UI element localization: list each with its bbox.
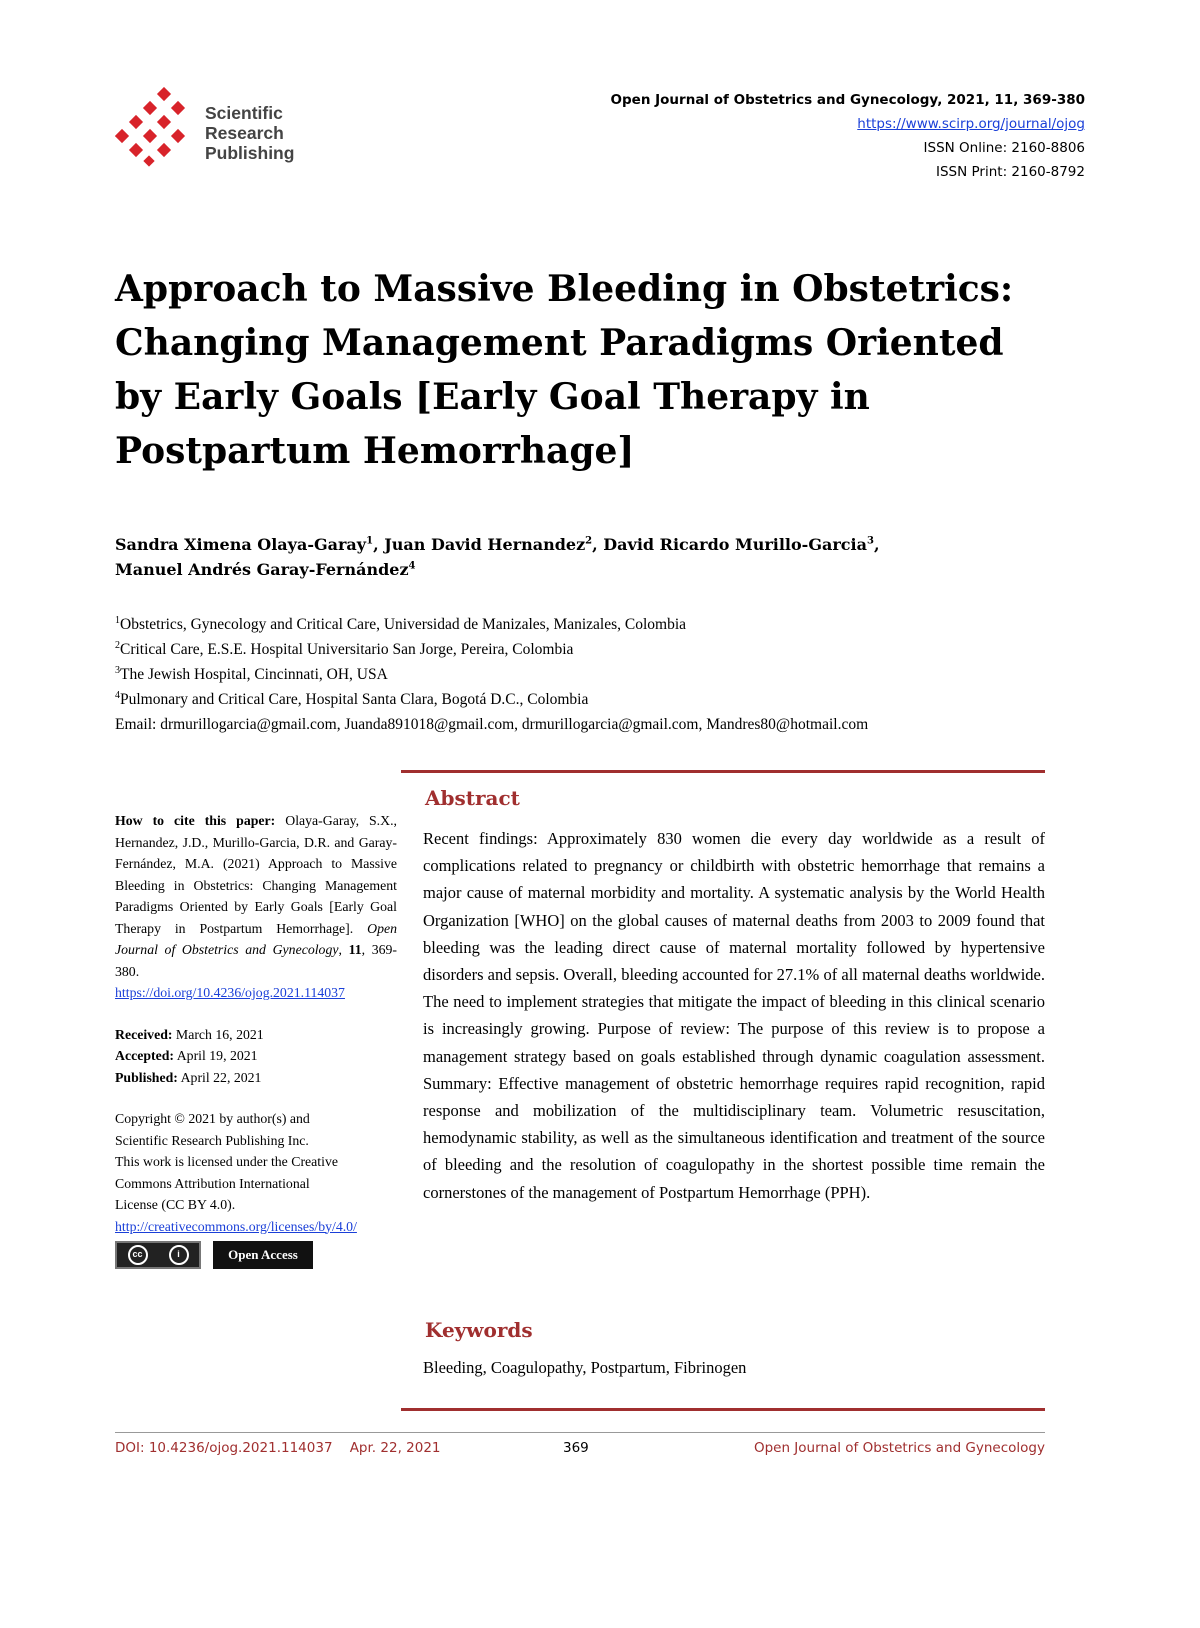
- publisher-name: [205, 103, 294, 163]
- affiliations: [115, 612, 1075, 737]
- cc-by-badge[interactable]: [115, 1241, 201, 1269]
- page-footer: [115, 1440, 1045, 1456]
- journal-citation: Open Journal of Obstetrics and Gynecology, 2021, 11, 369-380: [610, 92, 1085, 108]
- received-date: March 16, 2021: [175, 1026, 264, 1042]
- citation-block: How to cite this paper: Olaya-Garay, S.X., Hernandez, J.D., Murillo-Garcia, D.R. and Garay-Fernández, M.A. (2021) Approach to Massive Bleeding in Obstetrics: Changing Management Paradigms Oriented by Early Goals [Early Goal Therapy in Postpartum Hemorrhage]. Open Journal of Obstetrics and Gynecology, 11, 369-380. https://doi.org/10.4236/ojog.2021.114037: [115, 813, 397, 1000]
- journal-url-link[interactable]: https://www.scirp.org/journal/ojog: [857, 116, 1085, 132]
- affiliation: [115, 687, 1075, 712]
- abstract-heading: Abstract: [425, 786, 520, 810]
- citation-journal: Open Journal of Obstetrics and Gynecology: [115, 920, 397, 957]
- publisher-logo: [115, 85, 305, 175]
- author-affil-sup: 3: [866, 535, 874, 547]
- citation-pages: , 369-380.: [115, 942, 397, 979]
- affiliation: [115, 612, 1075, 637]
- citation-volume: 11: [348, 942, 362, 957]
- attribution-icon: i: [169, 1245, 189, 1265]
- keywords-text: Bleeding, Coagulopathy, Postpartum, Fibrinogen: [423, 1358, 747, 1377]
- footer-journal: Open Journal of Obstetrics and Gynecology: [753, 1440, 1045, 1456]
- logo-line-2: Research: [205, 123, 284, 143]
- abstract-top-rule: [401, 770, 1045, 773]
- citation-label: How to cite this paper:: [115, 813, 276, 828]
- license-link[interactable]: http://creativecommons.org/licenses/by/4.0/: [115, 1218, 357, 1234]
- affil-sup: 2: [115, 639, 120, 651]
- published-date: April 22, 2021: [180, 1069, 262, 1085]
- abstract-bottom-rule: [401, 1408, 1045, 1411]
- published-label: Published:: [115, 1069, 178, 1085]
- copyright-line: This work is licensed under the Creative: [115, 1154, 338, 1169]
- author-affil-sup: 4: [408, 560, 416, 572]
- affil-text: Critical Care, E.S.E. Hospital Universitario San Jorge, Pereira, Colombia: [120, 641, 574, 658]
- affiliation: [115, 637, 1075, 662]
- page-number: 369: [563, 1440, 589, 1456]
- dates-block: [115, 1024, 397, 1089]
- footer-doi-date: DOI: 10.4236/ojog.2021.114037 Apr. 22, 2021: [115, 1440, 441, 1456]
- affil-text: The Jewish Hospital, Cincinnati, OH, USA: [120, 666, 388, 683]
- affil-sup: 4: [115, 689, 120, 701]
- scirp-diamond-icon: [115, 87, 195, 167]
- keywords-heading: Keywords: [425, 1318, 533, 1342]
- logo-line-3: Publishing: [205, 143, 295, 163]
- author-name: Manuel Andrés Garay-Fernández: [115, 560, 409, 579]
- issn-online: ISSN Online: 2160-8806: [923, 140, 1085, 156]
- sidebar-column: [115, 810, 397, 1269]
- received-label: Received:: [115, 1026, 173, 1042]
- affil-text: Pulmonary and Critical Care, Hospital Santa Clara, Bogotá D.C., Colombia: [120, 691, 589, 708]
- paper-title: [115, 262, 1075, 478]
- title-line: Postpartum Hemorrhage]: [115, 430, 635, 472]
- issn-print: ISSN Print: 2160-8792: [936, 164, 1085, 180]
- logo-line-1: Scientific: [205, 103, 283, 123]
- author-name: Sandra Ximena Olaya-Garay: [115, 535, 367, 554]
- accepted-date: April 19, 2021: [176, 1048, 258, 1063]
- copyright-line: Copyright © 2021 by author(s) and: [115, 1111, 310, 1126]
- title-line: by Early Goals [Early Goal Therapy in: [115, 376, 870, 418]
- doi-link[interactable]: https://doi.org/10.4236/ojog.2021.114037: [115, 985, 345, 1000]
- author-affil-sup: 2: [585, 535, 593, 547]
- cc-icon: cc: [128, 1245, 148, 1265]
- title-line: Changing Management Paradigms Oriented: [115, 322, 1004, 364]
- open-access-badge: Open Access: [213, 1241, 313, 1269]
- author-name: David Ricardo Murillo-Garcia: [603, 535, 867, 554]
- citation-text: Olaya-Garay, S.X., Hernandez, J.D., Murillo-Garcia, D.R. and Garay-Fernández, M.A. (2021) Approach to Massive Bleeding in Obstetrics: Changing Management Paradigms Oriented by Early Goals [Early Goal Therapy in Postpartum Hemorrhage].: [115, 813, 397, 936]
- abstract-text: Recent findings: Approximately 830 women die every day worldwide as a result of complications related to pregnancy or childbirth with obstetric hemorrhage that remains a major cause of maternal morbidity and mortality. A systematic analysis by the World Health Organization [WHO] on the global causes of maternal deaths from 2003 to 2009 found that bleeding was the leading direct cause of maternal mortality followed by hypertensive disorders and sepsis. Overall, bleeding accounted for 27.1% of all maternal deaths worldwide. The need to implement strategies that mitigate the impact of bleeding in this clinical scenario is increasingly growing. Purpose of review: The purpose of this review is to propose a management strategy based on goals established through dynamic coagulation assessment. Summary: Effective management of obstetric hemorrhage requires rapid recognition, rapid response and mobilization of the multidisciplinary team. Volumetric resuscitation, hemodynamic stability, as well as the simultaneous identification and treatment of the source of bleeding and the resolution of coagulopathy in the shortest possible time remain the cornerstones of the management of Postpartum Hemorrhage (PPH).: [423, 829, 1045, 1202]
- affil-text: Obstetrics, Gynecology and Critical Care, Universidad de Manizales, Manizales, Colombia: [120, 616, 687, 633]
- copyright-line: License (CC BY 4.0).: [115, 1197, 236, 1212]
- author-affil-sup: 1: [366, 535, 374, 547]
- footer-rule: [115, 1432, 1045, 1433]
- title-line: Approach to Massive Bleeding in Obstetrics:: [115, 268, 1014, 310]
- copyright-block: [115, 1108, 397, 1269]
- affiliation: [115, 662, 1075, 687]
- accepted-label: Accepted:: [115, 1048, 174, 1063]
- journal-header: [611, 88, 1085, 184]
- author-list: Sandra Ximena Olaya-Garay$^1$, Juan David Hernandez$^2$, David Ricardo Murillo-Garcia$^3$, Manuel Andrés Garay-Fernández$^4$: [115, 535, 880, 579]
- copyright-line: Scientific Research Publishing Inc.: [115, 1132, 309, 1148]
- author-name: Juan David Hernandez: [384, 535, 586, 554]
- copyright-line: Commons Attribution International: [115, 1175, 310, 1191]
- affil-sup: 1: [115, 614, 120, 626]
- affil-sup: 3: [115, 664, 120, 676]
- email-line: Email: drmurillogarcia@gmail.com, Juanda891018@gmail.com, drmurillogarcia@gmail.com, Mandres80@hotmail.com: [115, 716, 869, 733]
